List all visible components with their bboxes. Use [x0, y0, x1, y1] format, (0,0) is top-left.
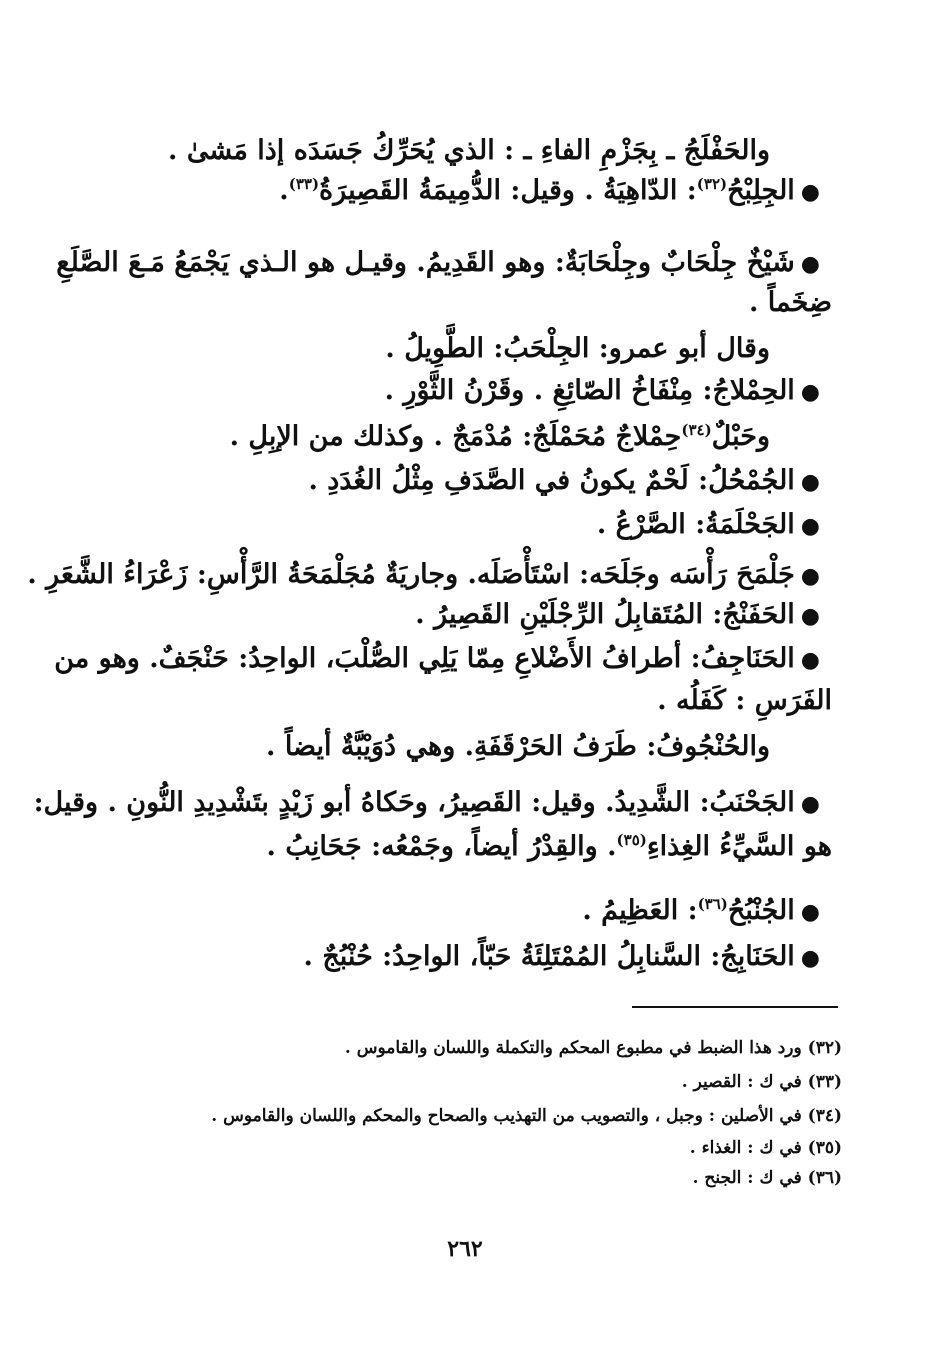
bullet-icon: ●: [800, 179, 820, 205]
footnote: (٣٢) ورد هذا الضبط في مطبوع المحكم والتكملة واللسان والقاموس .: [344, 1038, 842, 1058]
entry-line: وقال أبو عمرو: الجِلْحَبُ: الطَّوِيلُ .: [385, 333, 770, 364]
footnote: (٣٦) في ك : الجنح .: [692, 1168, 842, 1188]
entry-line: ●الحَفَنْجُ: المُتَقابِلُ الرِّجْلَيْنِ القَصِيرُ .: [415, 599, 820, 630]
entry-line: ●الجَحْلَمَةُ: الصَّرْعُ .: [596, 509, 820, 540]
bullet-icon: ●: [800, 791, 820, 817]
entry-line: ●الجُمْحُلُ: لَحْمٌ يكونُ في الصَّدَفِ مِثْلُ الغُدَدِ .: [308, 465, 820, 496]
bullet-icon: ●: [800, 945, 820, 971]
footnote: (٣٣) في ك : القصير .: [681, 1072, 842, 1092]
entry-line: ●الجِلِبْحُ$^{(٣٢)}$: الدّاهِيَةُ . وقيل: الدُّمِيمَةُ القَصِيرَةُ$^{(٣٣)}$.: [279, 175, 820, 206]
bullet-icon: ●: [800, 563, 820, 589]
footnote-ref: (٣٤): [681, 421, 712, 439]
footnote-ref: (٣٣): [288, 175, 320, 193]
footnote-ref: (٣٦): [697, 895, 728, 913]
entry-line: هو السَّيِّءُ الغِذاءِ$^{(٣٥)}$. والقِدْرُ أيضاً، وجَمْعُه: جَحَانِبُ .: [266, 831, 832, 862]
entry-line: ضِخَماً .: [749, 287, 832, 318]
entry-line: ●الحِمْلاجُ: مِنْفَاخُ الصّائِغِ . وقَرْنُ الثَّوْرِ .: [384, 375, 820, 406]
bullet-icon: ●: [800, 251, 820, 277]
bullet-icon: ●: [800, 647, 820, 673]
bullet-icon: ●: [800, 603, 820, 629]
bullet-icon: ●: [800, 379, 820, 405]
bullet-icon: ●: [800, 469, 820, 495]
page-number: ٢٦٢: [447, 1236, 483, 1262]
bullet-icon: ●: [800, 899, 820, 925]
entry-line: ●شَيْخٌ جِلْحَابٌ وجِلْحَابَةٌ: وهو القَدِيمُ. وقيـل هو الـذي يَجْمَعُ مَـعَ الصَّلَعِ: [56, 247, 820, 278]
entry-line: وحَبْلٌ$^{(٣٤)}$حِمْلاجٌ مُحَمْلَجٌ: مُدْمَجٌ . وكذلك من الإبِلِ .: [229, 421, 770, 452]
footnote-ref: (٣٢): [696, 175, 728, 193]
footnote-ref: (٣٥): [616, 831, 647, 849]
entry-line: ●الجُنْبُحُ$^{(٣٦)}$: العَظِيمُ .: [582, 895, 820, 926]
entry-line: الفَرَسِ : كَفَلُه .: [657, 685, 832, 716]
bullet-icon: ●: [800, 513, 820, 539]
entry-line: ●الجَحْنَبُ: الشَّدِيدُ. وقيل: القَصِيرُ، وحَكاهُ أبو زَيْدٍ بتَشْدِيدِ النُّونِ . وقيل:: [33, 787, 820, 818]
entry-line: ●جَلْمَحَ رَأْسَه وجَلَحَه: اسْتَأْصَلَه. وجاريَةٌ مُجَلْمَحَةُ الرَّأْسِ: زَعْرَاءُ الشَّعَرِ .: [27, 559, 820, 590]
entry-line: والحُنْجُوفُ: طَرَفُ الحَرْقَفَةِ. وهي دُوَيْبَّةٌ أيضاً .: [266, 731, 770, 762]
footnote-divider: [632, 1006, 838, 1008]
footnote: (٣٤) في الأصلين : وجبل ، والتصويب من التهذيب والصحاح والمحكم واللسان والقاموس .: [211, 1106, 842, 1126]
entry-line: والحَفْلَجُ ـ بِجَزْمِ الفاءِ ـ : الذي يُحَرِّكُ جَسَدَه إذا مَشىٰ .: [168, 135, 770, 166]
entry-line: ●الحَنَاجِفُ: أطرافُ الأَضْلاعِ مِمّا يَلِي الصُّلْبَ، الواحِدُ: حَنْجَفٌ. وهو من: [54, 643, 820, 674]
footnote: (٣٥) في ك : الغذاء .: [689, 1138, 842, 1158]
entry-line: ●الحَنَابِجُ: السَّنابِلُ المُمْتَلِئَةُ حَبّاً، الواحِدُ: حُنْبُجٌ .: [303, 941, 820, 972]
